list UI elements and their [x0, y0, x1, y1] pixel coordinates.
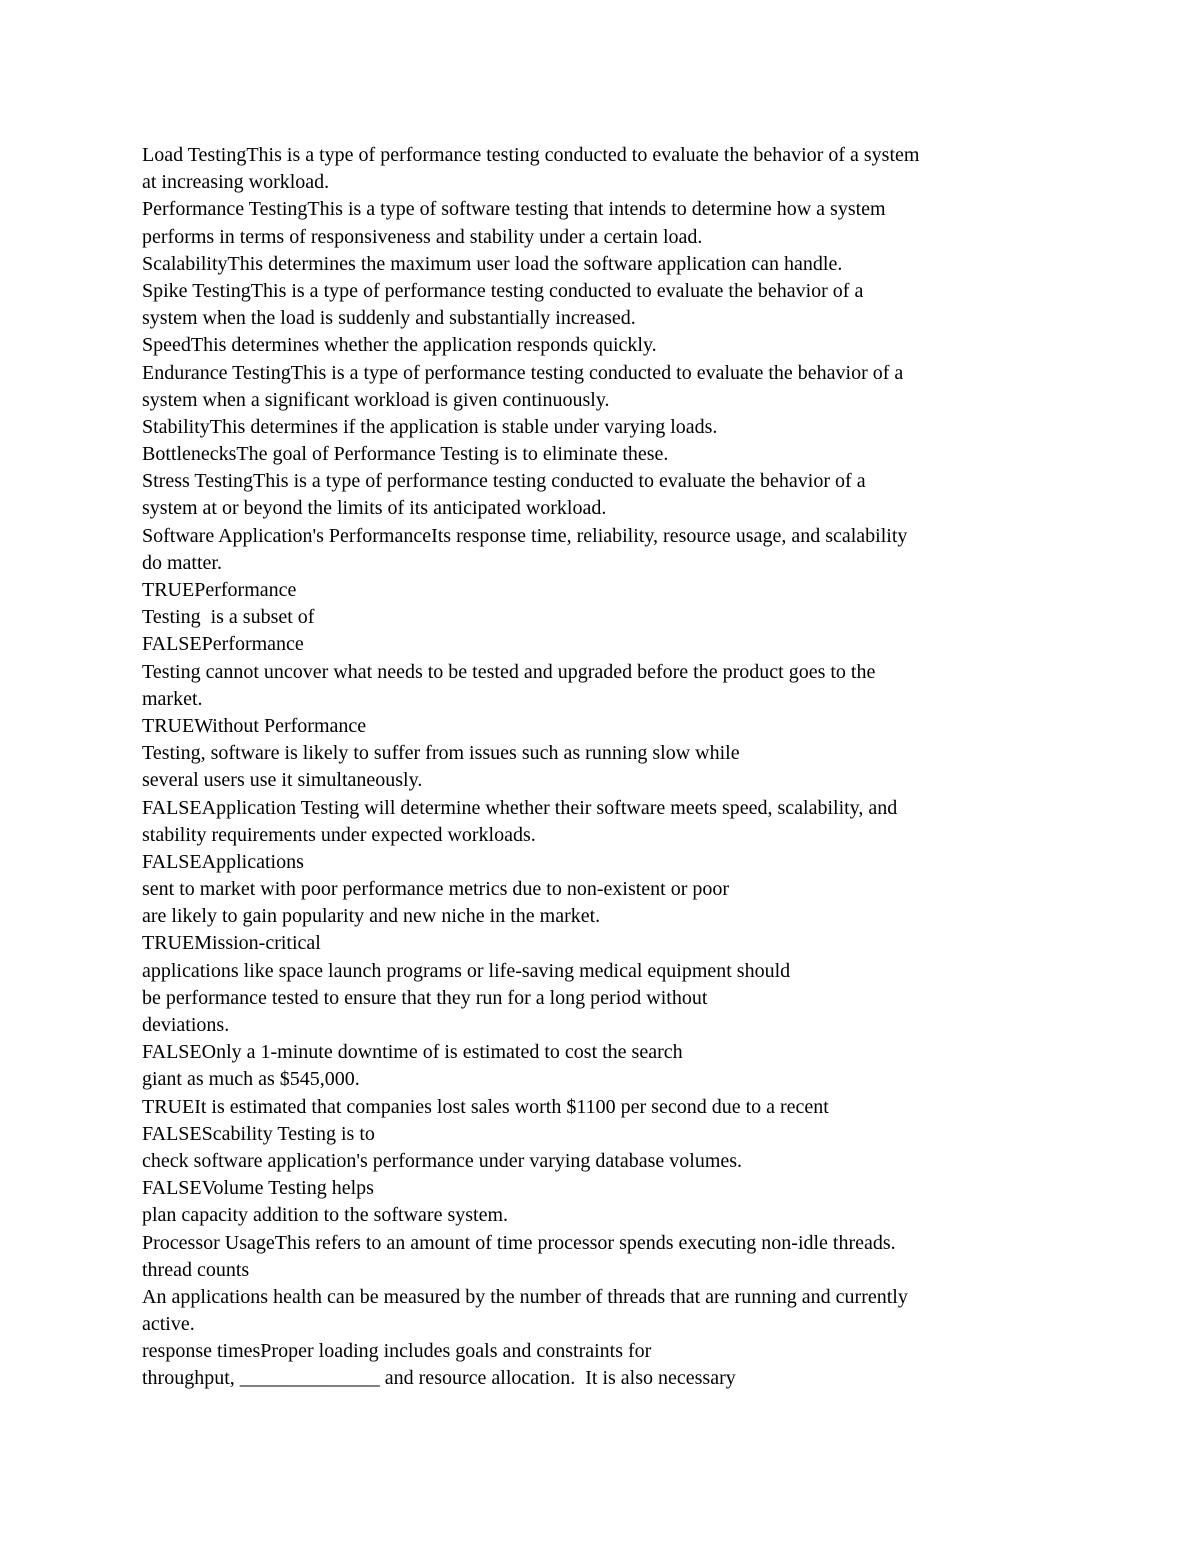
text-line: giant as much as $545,000. [142, 1068, 360, 1091]
text-line: BottlenecksThe goal of Performance Testing is to eliminate these. [142, 443, 669, 466]
text-line: Performance TestingThis is a type of software testing that intends to determine how a system [142, 198, 886, 221]
text-line: TRUEMission-critical [142, 932, 321, 955]
text-line: TRUEIt is estimated that companies lost sales worth $1100 per second due to a recent [142, 1095, 829, 1118]
text-line: FALSEVolume Testing helps [142, 1177, 374, 1200]
text-line: ScalabilityThis determines the maximum user load the software application can handle. [142, 252, 843, 275]
document-body [142, 142, 1072, 1393]
text-line: active. [142, 1313, 195, 1336]
text-line: Spike TestingThis is a type of performance testing conducted to evaluate the behavior of a [142, 279, 864, 302]
text-line: several users use it simultaneously. [142, 769, 423, 792]
text-line: system when the load is suddenly and substantially increased. [142, 307, 636, 330]
text-line: SpeedThis determines whether the application responds quickly. [142, 334, 657, 357]
text-line: Load TestingThis is a type of performance testing conducted to evaluate the behavior of a system [142, 144, 920, 166]
text-line: stability requirements under expected workloads. [142, 823, 536, 846]
text-line: market. [142, 687, 203, 710]
text-line: check software application's performance under varying database volumes. [142, 1149, 743, 1172]
text-line: TRUEPerformance [142, 579, 297, 601]
text-line: sent to market with poor performance metrics due to non-existent or poor [142, 878, 730, 901]
text-line: StabilityThis determines if the application is stable under varying loads. [142, 415, 718, 438]
text-line: Processor UsageThis refers to an amount of time processor spends executing non-idle threads. [142, 1231, 896, 1254]
text-line: An applications health can be measured by the number of threads that are running and currently [142, 1285, 908, 1308]
text-line: TRUEWithout Performance [142, 714, 367, 737]
text-line: be performance tested to ensure that they run for a long period without [142, 986, 708, 1009]
text-line: applications like space launch programs or life-saving medical equipment should [142, 959, 791, 982]
text-line: FALSEScability Testing is to [142, 1122, 375, 1145]
text-line: system at or beyond the limits of its anticipated workload. [142, 497, 607, 520]
text-line: FALSEPerformance [142, 633, 304, 656]
text-line: do matter. [142, 551, 222, 574]
text-line: throughput, ______________ and resource allocation. It is also necessary [142, 1367, 736, 1390]
text-line: Testing is a subset of [142, 606, 315, 629]
text-line: FALSEApplication Testing will determine whether their software meets speed, scalability, and [142, 796, 898, 819]
text-line: thread counts [142, 1258, 250, 1281]
text-line: FALSEApplications [142, 850, 304, 873]
text-line: Testing cannot uncover what needs to be tested and upgraded before the product goes to the [142, 660, 876, 683]
text-line: Software Application's PerformanceIts response time, reliability, resource usage, and scalability [142, 524, 908, 547]
text-line: deviations. [142, 1014, 230, 1036]
text-line: Testing, software is likely to suffer from issues such as running slow while [142, 742, 740, 765]
text-line: are likely to gain popularity and new niche in the market. [142, 905, 601, 928]
text-line: response timesProper loading includes goals and constraints for [142, 1340, 652, 1363]
text-line: plan capacity addition to the software system. [142, 1204, 509, 1227]
text-line: Stress TestingThis is a type of performance testing conducted to evaluate the behavior of a [142, 470, 866, 493]
text-line: performs in terms of responsiveness and stability under a certain load. [142, 225, 703, 248]
text-line: at increasing workload. [142, 171, 330, 194]
text-line: FALSEOnly a 1-minute downtime of is estimated to cost the search [142, 1041, 683, 1064]
text-line: Endurance TestingThis is a type of performance testing conducted to evaluate the behavior of a [142, 361, 904, 384]
text-line: system when a significant workload is given continuously. [142, 388, 610, 411]
